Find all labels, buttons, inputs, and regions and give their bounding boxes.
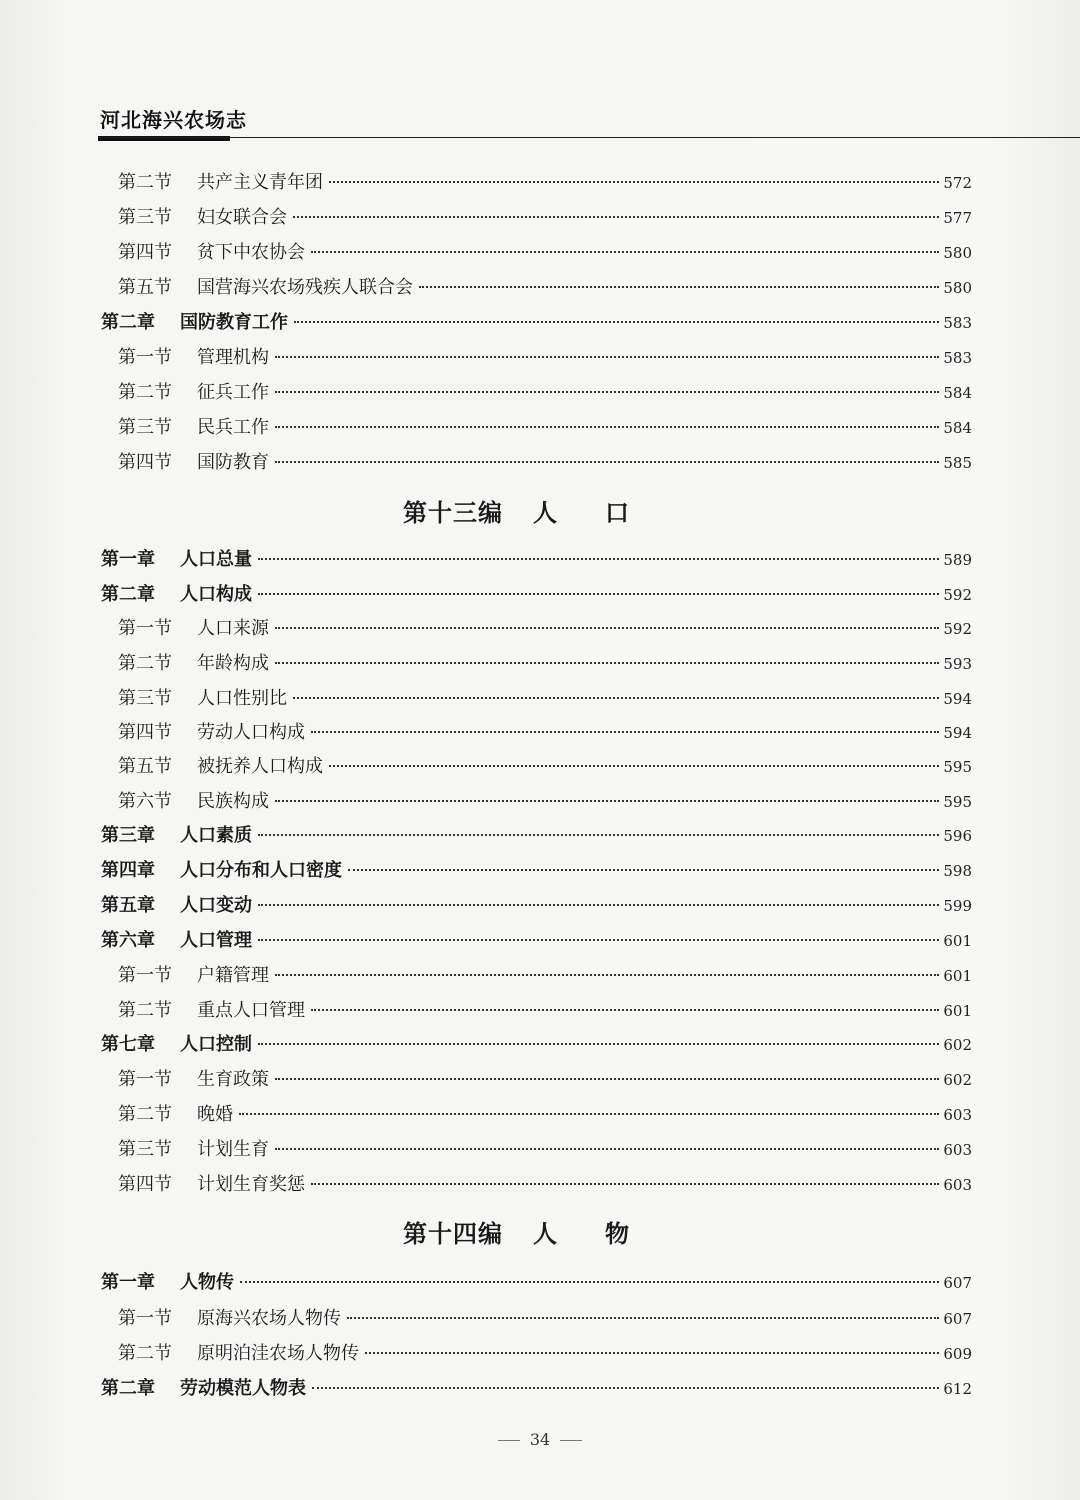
- entry-title: 管理机构: [197, 347, 269, 368]
- dot-leader: [275, 800, 939, 802]
- toc-section-entry[interactable]: [118, 1339, 972, 1369]
- toc-section-entry[interactable]: [118, 649, 972, 679]
- dot-leader: [258, 558, 939, 560]
- dot-leader: [419, 286, 939, 288]
- toc-section-entry[interactable]: [118, 684, 972, 714]
- entry-title: 劳动模范人物表: [180, 1378, 306, 1399]
- dot-leader: [311, 251, 939, 253]
- toc-chapter-entry[interactable]: [101, 1374, 972, 1404]
- entry-title: 人口控制: [180, 1034, 252, 1055]
- entry-number: 第四节: [118, 242, 172, 263]
- entry-number: 第五章: [101, 895, 155, 916]
- dot-leader: [275, 974, 939, 976]
- toc-section-entry[interactable]: [118, 1100, 972, 1130]
- toc-chapter-entry[interactable]: [101, 821, 972, 851]
- toc-section-entry[interactable]: [118, 718, 972, 748]
- toc-section-entry[interactable]: [118, 1065, 972, 1095]
- entry-page-number: 580: [943, 279, 972, 297]
- dot-leader: [275, 356, 939, 358]
- toc-section-entry[interactable]: [118, 1135, 972, 1165]
- entry-title: 人口分布和人口密度: [180, 860, 342, 881]
- dot-leader: [275, 1148, 939, 1150]
- entry-page-number: 599: [943, 897, 972, 915]
- entry-page-number: 607: [943, 1310, 972, 1328]
- entry-title: 国防教育: [197, 452, 269, 473]
- entry-title: 共产主义青年团: [197, 172, 323, 193]
- entry-title: 征兵工作: [197, 382, 269, 403]
- toc-chapter-entry[interactable]: [101, 856, 972, 886]
- dot-leader: [275, 1078, 939, 1080]
- entry-number: 第一节: [118, 347, 172, 368]
- dot-leader: [239, 1113, 939, 1115]
- entry-page-number: 601: [943, 967, 972, 985]
- entry-page-number: 602: [943, 1036, 972, 1054]
- entry-number: 第七章: [101, 1034, 155, 1055]
- toc-chapter-entry[interactable]: [101, 891, 972, 921]
- toc-section-entry[interactable]: [118, 238, 972, 268]
- entry-number: 第六节: [118, 791, 172, 812]
- toc-section-entry[interactable]: [118, 273, 972, 303]
- dot-leader: [275, 391, 939, 393]
- entry-number: 第二节: [118, 653, 172, 674]
- entry-title: 原明泊洼农场人物传: [197, 1343, 359, 1364]
- dot-leader: [329, 181, 939, 183]
- entry-number: 第三节: [118, 1139, 172, 1160]
- part-heading: [0, 493, 1080, 528]
- entry-number: 第二节: [118, 1000, 172, 1021]
- entry-title: 原海兴农场人物传: [197, 1308, 341, 1329]
- entry-title: 人物传: [180, 1272, 234, 1293]
- entry-page-number: 584: [943, 384, 972, 402]
- entry-number: 第二节: [118, 1104, 172, 1125]
- entry-number: 第二节: [118, 172, 172, 193]
- entry-number: 第三节: [118, 207, 172, 228]
- entry-title: 计划生育: [197, 1139, 269, 1160]
- entry-title: 民族构成: [197, 791, 269, 812]
- entry-title: 重点人口管理: [197, 1000, 305, 1021]
- entry-title: 民兵工作: [197, 417, 269, 438]
- entry-page-number: 583: [943, 314, 972, 332]
- entry-page-number: 595: [943, 793, 972, 811]
- folio-number: 34: [529, 1430, 551, 1449]
- entry-page-number: 595: [943, 758, 972, 776]
- folio-dash-right: [560, 1440, 582, 1441]
- dot-leader: [240, 1281, 939, 1283]
- entry-number: 第三节: [118, 688, 172, 709]
- entry-title: 人口变动: [180, 895, 252, 916]
- toc-chapter-entry[interactable]: [101, 580, 972, 610]
- dot-leader: [275, 426, 939, 428]
- toc-section-entry[interactable]: [118, 787, 972, 817]
- page-folio: [0, 1430, 1080, 1449]
- toc-chapter-entry[interactable]: [101, 1030, 972, 1060]
- toc-section-entry[interactable]: [118, 378, 972, 408]
- entry-number: 第二章: [101, 1378, 155, 1399]
- dot-leader: [329, 765, 939, 767]
- toc-section-entry[interactable]: [118, 752, 972, 782]
- entry-page-number: 585: [943, 454, 972, 472]
- entry-title: 被抚养人口构成: [197, 756, 323, 777]
- dot-leader: [311, 1009, 939, 1011]
- entry-number: 第三章: [101, 825, 155, 846]
- entry-number: 第二章: [101, 312, 155, 333]
- toc-chapter-entry[interactable]: [101, 308, 972, 338]
- entry-number: 第一节: [118, 618, 172, 639]
- entry-page-number: 612: [943, 1380, 972, 1398]
- toc-section-entry[interactable]: [118, 203, 972, 233]
- entry-title: 国防教育工作: [180, 312, 288, 333]
- dot-leader: [348, 869, 939, 871]
- entry-page-number: 589: [943, 551, 972, 569]
- entry-number: 第二节: [118, 1343, 172, 1364]
- toc-section-entry[interactable]: [118, 413, 972, 443]
- toc-section-entry[interactable]: [118, 996, 972, 1026]
- entry-page-number: 603: [943, 1106, 972, 1124]
- toc-section-entry[interactable]: [118, 1304, 972, 1334]
- entry-number: 第二节: [118, 382, 172, 403]
- part-number: 第十三编: [403, 499, 503, 527]
- entry-page-number: 593: [943, 655, 972, 673]
- entry-title: 国营海兴农场残疾人联合会: [197, 277, 413, 298]
- entry-number: 第一章: [101, 549, 155, 570]
- dot-leader: [293, 216, 939, 218]
- entry-page-number: 572: [943, 174, 972, 192]
- entry-page-number: 583: [943, 349, 972, 367]
- entry-title: 人口来源: [197, 618, 269, 639]
- entry-title: 人口素质: [180, 825, 252, 846]
- entry-title: 贫下中农协会: [197, 242, 305, 263]
- entry-page-number: 609: [943, 1345, 972, 1363]
- dot-leader: [311, 1183, 939, 1185]
- entry-title: 人口性别比: [197, 688, 287, 709]
- entry-number: 第五节: [118, 756, 172, 777]
- dot-leader: [311, 731, 939, 733]
- toc-chapter-entry[interactable]: [101, 545, 972, 575]
- dot-leader: [275, 627, 939, 629]
- dot-leader: [258, 939, 939, 941]
- toc-section-entry[interactable]: [118, 1170, 972, 1200]
- toc-chapter-entry[interactable]: [101, 1268, 972, 1298]
- entry-number: 第三节: [118, 417, 172, 438]
- entry-title: 计划生育奖惩: [197, 1174, 305, 1195]
- part-heading: [0, 1214, 1080, 1249]
- toc-chapter-entry[interactable]: [101, 926, 972, 956]
- entry-page-number: 594: [943, 724, 972, 742]
- entry-page-number: 577: [943, 209, 972, 227]
- entry-page-number: 580: [943, 244, 972, 262]
- entry-page-number: 601: [943, 932, 972, 950]
- entry-page-number: 603: [943, 1141, 972, 1159]
- toc-section-entry[interactable]: [118, 343, 972, 373]
- entry-title: 生育政策: [197, 1069, 269, 1090]
- entry-page-number: 602: [943, 1071, 972, 1089]
- running-head: 河北海兴农场志: [100, 108, 247, 132]
- part-title: 人物: [533, 1220, 677, 1248]
- dot-leader: [258, 904, 939, 906]
- folio-dash-left: [498, 1440, 520, 1441]
- part-number: 第十四编: [403, 1220, 503, 1248]
- entry-title: 户籍管理: [197, 965, 269, 986]
- dot-leader: [275, 461, 939, 463]
- entry-title: 年龄构成: [197, 653, 269, 674]
- entry-page-number: 584: [943, 419, 972, 437]
- dot-leader: [258, 593, 939, 595]
- dot-leader: [293, 697, 939, 699]
- dot-leader: [347, 1317, 939, 1319]
- entry-number: 第四节: [118, 1174, 172, 1195]
- header-rule: [98, 137, 1080, 138]
- entry-number: 第四节: [118, 722, 172, 743]
- dot-leader: [258, 834, 939, 836]
- entry-title: 人口管理: [180, 930, 252, 951]
- toc-section-entry[interactable]: [118, 448, 972, 478]
- toc-section-entry[interactable]: [118, 614, 972, 644]
- entry-number: 第一节: [118, 965, 172, 986]
- entry-title: 劳动人口构成: [197, 722, 305, 743]
- dot-leader: [312, 1387, 939, 1389]
- entry-number: 第四章: [101, 860, 155, 881]
- part-title: 人口: [533, 499, 677, 527]
- entry-page-number: 607: [943, 1274, 972, 1292]
- entry-number: 第二章: [101, 584, 155, 605]
- dot-leader: [258, 1043, 939, 1045]
- entry-title: 人口构成: [180, 584, 252, 605]
- entry-page-number: 596: [943, 827, 972, 845]
- dot-leader: [365, 1352, 939, 1354]
- entry-number: 第一节: [118, 1308, 172, 1329]
- toc-section-entry[interactable]: [118, 961, 972, 991]
- toc-section-entry[interactable]: [118, 168, 972, 198]
- dot-leader: [294, 321, 939, 323]
- entry-page-number: 592: [943, 586, 972, 604]
- entry-page-number: 598: [943, 862, 972, 880]
- entry-number: 第四节: [118, 452, 172, 473]
- entry-number: 第一章: [101, 1272, 155, 1293]
- entry-title: 晚婚: [197, 1104, 233, 1125]
- entry-number: 第五节: [118, 277, 172, 298]
- entry-number: 第六章: [101, 930, 155, 951]
- dot-leader: [275, 662, 939, 664]
- entry-number: 第一节: [118, 1069, 172, 1090]
- entry-page-number: 592: [943, 620, 972, 638]
- entry-page-number: 594: [943, 690, 972, 708]
- entry-page-number: 603: [943, 1176, 972, 1194]
- entry-title: 人口总量: [180, 549, 252, 570]
- entry-title: 妇女联合会: [197, 207, 287, 228]
- entry-page-number: 601: [943, 1002, 972, 1020]
